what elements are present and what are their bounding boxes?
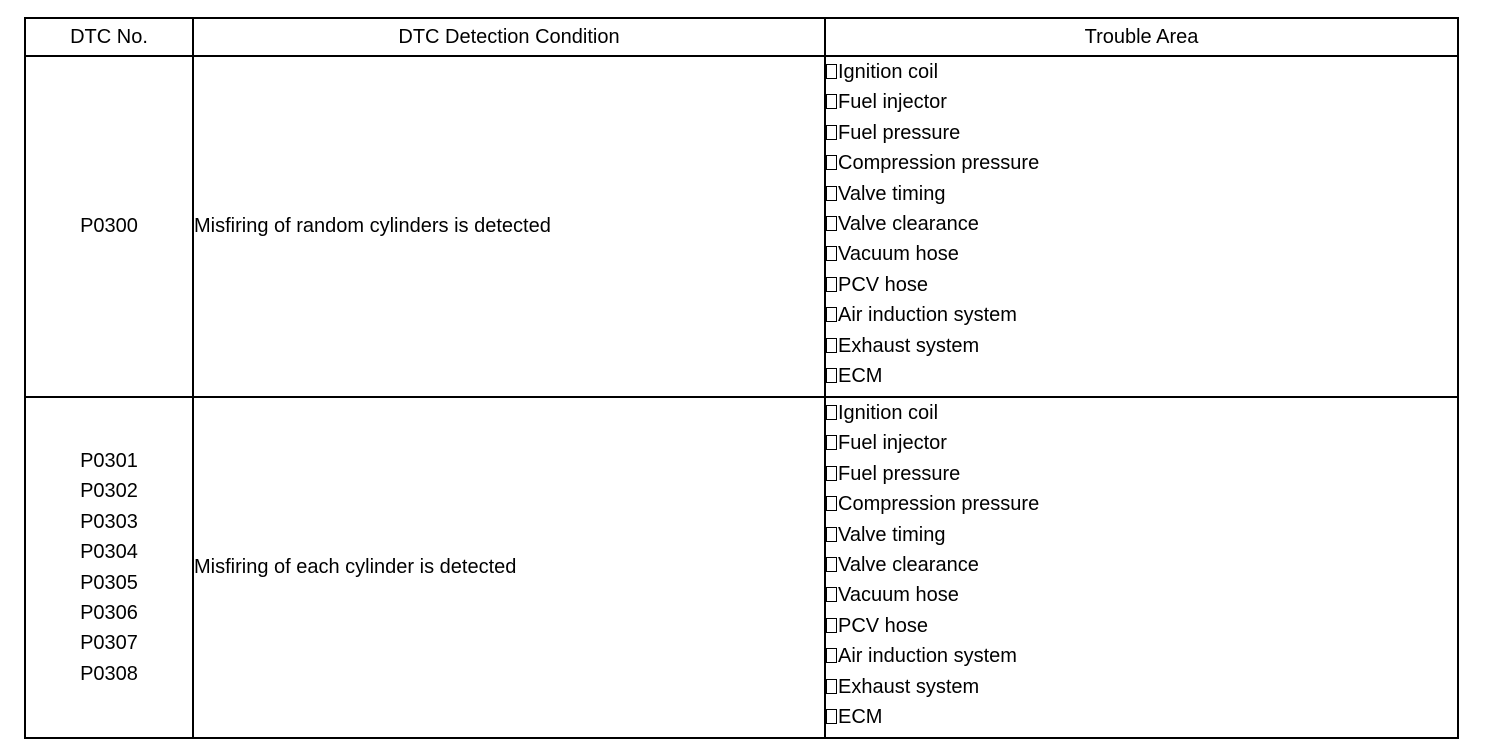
trouble-area-item bbox=[826, 148, 1457, 178]
trouble-area-item bbox=[826, 611, 1457, 641]
trouble-area-label: Compression pressure bbox=[838, 493, 1040, 516]
trouble-area-label: ECM bbox=[838, 705, 883, 728]
trouble-area-item bbox=[826, 702, 1457, 732]
trouble-area-label: Valve clearance bbox=[838, 212, 979, 235]
dtc-code-cell bbox=[25, 56, 193, 397]
detection-condition: Misfiring of random cylinders is detected bbox=[193, 56, 825, 397]
dtc-code: P0300 bbox=[80, 215, 138, 238]
trouble-area-cell bbox=[825, 56, 1458, 397]
bullet-box-icon bbox=[826, 277, 837, 292]
bullet-box-icon bbox=[826, 186, 837, 201]
bullet-box-icon bbox=[826, 405, 837, 420]
bullet-box-icon bbox=[826, 618, 837, 633]
dtc-code: P0303 bbox=[80, 510, 138, 533]
dtc-code: P0306 bbox=[80, 601, 138, 624]
trouble-area-item bbox=[826, 489, 1457, 519]
trouble-area-label: Ignition coil bbox=[838, 402, 939, 424]
dtc-code: P0301 bbox=[80, 449, 138, 472]
bullet-box-icon bbox=[826, 64, 837, 79]
trouble-area-label: Vacuum hose bbox=[838, 584, 959, 607]
trouble-area-label: Ignition coil bbox=[838, 61, 939, 83]
bullet-box-icon bbox=[826, 709, 837, 724]
bullet-box-icon bbox=[826, 246, 837, 261]
trouble-area-label: Fuel pressure bbox=[838, 121, 961, 144]
trouble-area-item bbox=[826, 641, 1457, 671]
dtc-code: P0308 bbox=[80, 662, 138, 685]
trouble-area-item bbox=[826, 300, 1457, 330]
bullet-box-icon bbox=[826, 368, 837, 383]
dtc-code-cell bbox=[25, 397, 193, 738]
bullet-box-icon bbox=[826, 466, 837, 481]
header-trouble-area: Trouble Area bbox=[825, 18, 1458, 56]
trouble-area-item bbox=[826, 57, 1457, 87]
bullet-box-icon bbox=[826, 587, 837, 602]
trouble-area-item bbox=[826, 209, 1457, 239]
bullet-box-icon bbox=[826, 648, 837, 663]
trouble-area-label: PCV hose bbox=[838, 273, 929, 296]
detection-condition: Misfiring of each cylinder is detected bbox=[193, 397, 825, 738]
trouble-area-item bbox=[826, 239, 1457, 269]
bullet-box-icon bbox=[826, 527, 837, 542]
trouble-area-item bbox=[826, 459, 1457, 489]
header-row bbox=[25, 18, 1458, 56]
trouble-area-label: Exhaust system bbox=[838, 334, 980, 357]
bullet-box-icon bbox=[826, 307, 837, 322]
trouble-area-label: Fuel injector bbox=[838, 91, 947, 114]
header-dtc-no: DTC No. bbox=[25, 18, 193, 56]
bullet-box-icon bbox=[826, 125, 837, 140]
bullet-box-icon bbox=[826, 94, 837, 109]
bullet-box-icon bbox=[826, 216, 837, 231]
trouble-area-item bbox=[826, 398, 1457, 428]
trouble-area-label: Air induction system bbox=[838, 645, 1017, 668]
trouble-area-label: Compression pressure bbox=[838, 152, 1040, 175]
bullet-box-icon bbox=[826, 155, 837, 170]
trouble-area-label: Vacuum hose bbox=[838, 243, 959, 266]
dtc-code: P0305 bbox=[80, 571, 138, 594]
trouble-area-item bbox=[826, 87, 1457, 117]
trouble-area-item bbox=[826, 361, 1457, 391]
trouble-area-item bbox=[826, 179, 1457, 209]
bullet-box-icon bbox=[826, 496, 837, 511]
table-row bbox=[25, 397, 1458, 738]
trouble-area-item bbox=[826, 270, 1457, 300]
dtc-code: P0307 bbox=[80, 632, 138, 655]
dtc-table bbox=[24, 17, 1459, 739]
trouble-area-item bbox=[826, 520, 1457, 550]
trouble-area-item bbox=[826, 428, 1457, 458]
trouble-area-item bbox=[826, 118, 1457, 148]
bullet-box-icon bbox=[826, 557, 837, 572]
trouble-area-item bbox=[826, 331, 1457, 361]
dtc-code: P0302 bbox=[80, 480, 138, 503]
trouble-area-label: Exhaust system bbox=[838, 675, 980, 698]
trouble-area-label: Fuel pressure bbox=[838, 462, 961, 485]
dtc-code: P0304 bbox=[80, 541, 138, 564]
trouble-area-item bbox=[826, 672, 1457, 702]
trouble-area-cell bbox=[825, 397, 1458, 738]
trouble-area-label: Valve timing bbox=[838, 182, 946, 205]
bullet-box-icon bbox=[826, 435, 837, 450]
trouble-area-label: Valve clearance bbox=[838, 553, 979, 576]
bullet-box-icon bbox=[826, 679, 837, 694]
trouble-area-label: Valve timing bbox=[838, 523, 946, 546]
table-body bbox=[25, 56, 1458, 738]
trouble-area-item bbox=[826, 550, 1457, 580]
header-detection-condition: DTC Detection Condition bbox=[193, 18, 825, 56]
trouble-area-label: PCV hose bbox=[838, 614, 929, 637]
bullet-box-icon bbox=[826, 338, 837, 353]
trouble-area-label: Air induction system bbox=[838, 304, 1017, 327]
trouble-area-item bbox=[826, 580, 1457, 610]
table-row bbox=[25, 56, 1458, 397]
trouble-area-label: Fuel injector bbox=[838, 432, 947, 455]
trouble-area-label: ECM bbox=[838, 364, 883, 387]
